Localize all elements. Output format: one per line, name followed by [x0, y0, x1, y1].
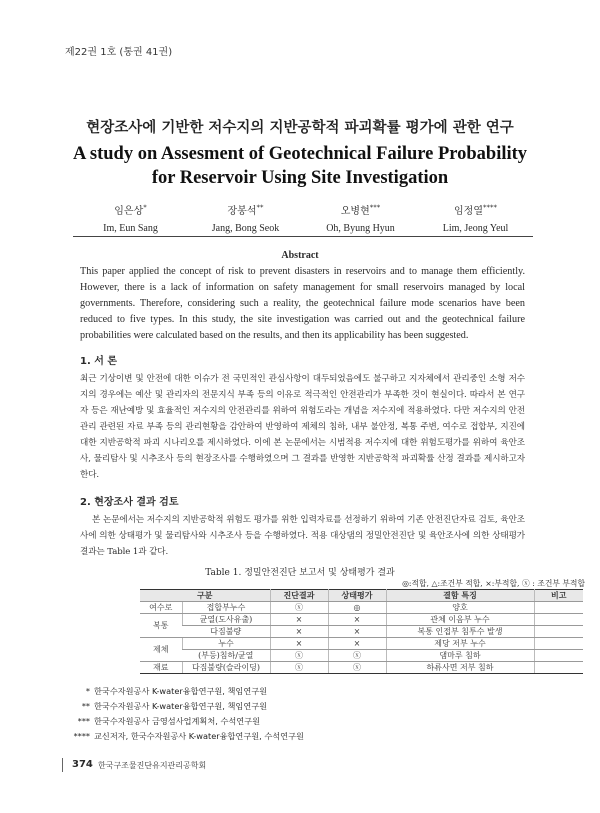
- cell-state: ⓧ: [328, 650, 386, 662]
- english-title: [0, 142, 600, 190]
- page-number: 374: [72, 759, 93, 770]
- table-legend: ◎:적합, △:조건부 적합, ×:부적합, ⓧ : 조건부 부적합: [402, 579, 585, 588]
- footnote-text: 한국수자원공사 K-water융합연구원, 책임연구원: [94, 686, 268, 696]
- cell-note: [534, 662, 583, 674]
- cell-feature: 복통 인접부 침투수 발생: [386, 626, 534, 638]
- cell-feature: 양호: [386, 602, 534, 614]
- cell-group: 복통: [140, 614, 182, 638]
- section-2-heading: 2. 현장조사 결과 검토: [80, 497, 179, 508]
- issue-info: 제22권 1호 (통권 41권): [65, 47, 173, 58]
- abstract-heading: Abstract: [281, 250, 319, 261]
- cell-state: ×: [328, 626, 386, 638]
- cell-item: 누수: [182, 638, 270, 650]
- cell-state: ×: [328, 614, 386, 626]
- author-mark: ***: [369, 203, 381, 212]
- author-name-en: Lim, Jeong Yeul: [442, 223, 509, 234]
- author-mark: ****: [482, 203, 497, 212]
- author-list: [73, 202, 533, 234]
- table-row: [140, 662, 583, 674]
- english-title-line-2: for Reservoir Using Site Investigation: [151, 168, 449, 188]
- footnote-mark: ***: [77, 716, 90, 726]
- author-name-en: Jang, Bong Seok: [211, 223, 280, 234]
- table-row: [140, 614, 583, 626]
- footnote-text: 한국수자원공사 K-water융합연구원, 책임연구원: [94, 701, 268, 711]
- table-row: [140, 638, 583, 650]
- author-mark: **: [256, 203, 264, 212]
- cell-diagnosis: ⓧ: [270, 650, 328, 662]
- cell-state: ⓧ: [328, 662, 386, 674]
- cell-diagnosis: ×: [270, 614, 328, 626]
- section-1-text: 최근 기상이변 및 안전에 대한 이슈가 전 국민적인 관심사항이 대두되었음에도 불구하고 지자체에서 관리중인 소형 저수지의 경우에는 예산 및 관리자의 전문지식 부족 등의 이유로 적극적인 안전관리가 부족한 것이 현실이다. 따라서 본 연구자 등은 재난예방 및 효율적인 저수지의 안전관리를 위하여 위험도라는 개념을 저수지에 적용하였다. 다만 저수지의 안전관리 관련된 자료 부족 등의 관리현황을 감안하여 반영하여 제체의 침하, 내부 불안정, 복통 주변, 여수로 접합부, 지진에 대한 지반공학적 파괴 시나리오를 제시하였다. 이에 본 논문에서는 시범적용 저수지에 대한 위험도평가를 위하여 육안조사, 물리탐사 및 시추조사 등의 현장조사를 수행하였으며 그 결과를 반영한 지반공학적 파괴확률 산정 결과를 제시하고자 한다.: [80, 374, 525, 480]
- cell-feature: 제당 저부 누수: [386, 638, 534, 650]
- footer-divider: [62, 758, 66, 772]
- author-2: [188, 202, 303, 234]
- journal-name: 한국구조물진단유지관리공학회: [98, 761, 207, 770]
- cell-diagnosis: ×: [270, 638, 328, 650]
- cell-group: 제체: [140, 638, 182, 662]
- cell-group: 재료: [140, 662, 182, 674]
- footnote-mark: **: [81, 701, 90, 711]
- author-name-ko: 장봉석: [227, 206, 257, 217]
- cell-note: [534, 638, 583, 650]
- cell-note: [534, 614, 583, 626]
- cell-diagnosis: ⓧ: [270, 662, 328, 674]
- cell-item: 다짐불량: [182, 626, 270, 638]
- abstract-text: This paper applied the concept of risk to prevent disasters in reservoirs and to manage them efficiently. However, there is a lack of information on safety management for small reservoirs managed by local governments. Therefore, considering such a reality, the geotechnical failure mode scenarios have been reduced to five types. In this study, the site investigation was carried out and the geotechnical failure probabilities were calculated based on the results, and then its applicability has been suggested.: [80, 266, 525, 341]
- section-1-heading: 1. 서 론: [80, 356, 118, 367]
- english-title-line-1: A study on Assesment of Geotechnical Failure Probability: [72, 144, 528, 164]
- footnote: [60, 699, 304, 714]
- table-row: [140, 626, 583, 638]
- cell-feature: 댐마루 침하: [386, 650, 534, 662]
- author-name-en: Im, Eun Sang: [103, 223, 158, 234]
- footnote: [60, 684, 304, 699]
- cell-note: [534, 650, 583, 662]
- author-name-ko: 임은상: [114, 206, 144, 217]
- author-mark: *: [143, 203, 147, 212]
- table-row: [140, 650, 583, 662]
- section-2-text: 본 논문에서는 저수지의 지반공학적 위험도 평가를 위한 입력자료를 선정하기 위하여 기존 안전진단자료 검토, 육안조사에 의한 상태평가 및 물리탐사와 시추조사 등을 수행하였다. 적용 대상댐의 정밀안전진단 및 육안조사에 의한 상태평가 결과는 Table 1과 같다.: [80, 515, 525, 557]
- footnote-mark: *: [85, 686, 90, 696]
- table-caption: Table 1. 정밀안전진단 보고서 및 상태평가 결과: [205, 568, 395, 578]
- author-name-ko: 오병현: [340, 206, 370, 217]
- cell-note: [534, 626, 583, 638]
- cell-item: 다짐불량(슬라이딩): [182, 662, 270, 674]
- table-row: [140, 602, 583, 614]
- cell-note: [534, 602, 583, 614]
- cell-state: ◎: [328, 602, 386, 614]
- footnote: [60, 714, 304, 729]
- author-name-ko: 임정열: [454, 206, 483, 217]
- footnote: [60, 729, 304, 744]
- header-category: 구분: [140, 590, 270, 602]
- table-header-row: [140, 590, 583, 602]
- status-table: [140, 589, 583, 674]
- header-state: 상태평가: [328, 590, 386, 602]
- footnote-text: 교신저자, 한국수자원공사 K-water융합연구원, 수석연구원: [94, 731, 304, 741]
- author-1: [73, 202, 188, 234]
- cell-item: 균열(도사유출): [182, 614, 270, 626]
- cell-feature: 하류사면 저부 침하: [386, 662, 534, 674]
- korean-title: 현장조사에 기반한 저수지의 지반공학적 파괴확률 평가에 관한 연구: [86, 120, 514, 136]
- cell-group: 여수로: [140, 602, 182, 614]
- author-4: [418, 202, 533, 234]
- cell-item: (부등)침하/균열: [182, 650, 270, 662]
- footnotes: [60, 684, 304, 744]
- cell-diagnosis: ×: [270, 626, 328, 638]
- divider: [73, 236, 533, 237]
- cell-state: ×: [328, 638, 386, 650]
- header-feature: 결함 특징: [386, 590, 534, 602]
- cell-item: 접합부누수: [182, 602, 270, 614]
- author-name-en: Oh, Byung Hyun: [326, 223, 395, 234]
- header-diagnosis: 진단결과: [270, 590, 328, 602]
- cell-diagnosis: ⓧ: [270, 602, 328, 614]
- header-note: 비고: [534, 590, 583, 602]
- cell-feature: 관체 이음부 누수: [386, 614, 534, 626]
- footnote-mark: ****: [73, 731, 90, 741]
- footnote-text: 한국수자원공사 금영섬사업계획처, 수석연구원: [94, 716, 260, 726]
- author-3: [303, 202, 418, 234]
